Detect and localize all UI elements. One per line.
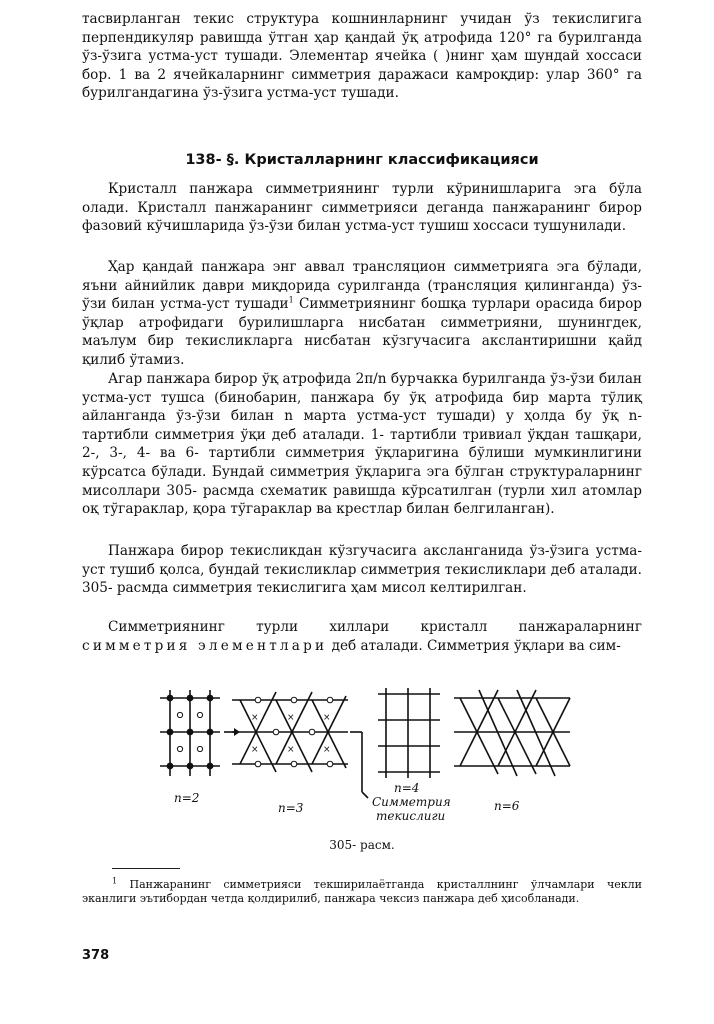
annotation-symmetry: Симметрия <box>372 795 451 809</box>
paragraph-translation-symmetry <box>82 258 642 370</box>
annotation-plane: текислиги <box>376 809 446 823</box>
paragraph-elements-start: Симметриянинг турли хиллари кристалл панжараларнинг <box>108 619 642 635</box>
paragraph-rotation-axes: Агар панжара бирор ўқ атрофида 2π/n бурчакка бурилганда ўз-ўзи билан устма-уст тушса (бинобарин, панжара бу ўқ атрофида бир марта тўлиқ айланганда ўз-ўзи билан n марта устма-уст тушади) у ҳолда бу ўқ n- тартибли симметрия ўқи деб аталади. 1- тартибли тривиал ўқдан ташқари, 2-, 3-, 4- ва 6- тартибли симметрия ўқларигина бўлиши мумкинлигини кўрсатса бўлади. Бундай симметрия ўқларига эга бўлган структураларнинг мисоллари 305- расмда схематик равишда кўрсатилган (турли хил атомлар оқ тўгараклар, қора тўгараклар ва крестлар билан белгиланган). <box>82 371 642 518</box>
paragraph-intro: тасвирланган текис структура кошнинларнинг учидан ўз текислигига перпендикуляр равишда ўтган ҳар қандай ўқ атрофида 120° га бурилганда ўз-ўзига устма-уст тушади. Элементар ячейка ( )нинг ҳам шундай хоссаси бор. 1 ва 2 ячейкаларнинг симметрия даражаси камроқдир: улар 360° га бурилгандагина ўз-ўзига устма-уст тушади. <box>82 11 642 102</box>
figure-305-lattices <box>150 680 580 830</box>
svg-text:×: × <box>251 745 259 755</box>
footnote-text: Панжаранинг симметрияси текширилаётганда кристаллнинг ўлчамлари чекли эканлиги эътибордан четда қолдирилиб, панжара чексиз панжара деб ҳисобланади. <box>82 878 642 905</box>
lattice-n6 <box>454 690 570 776</box>
lattice-n4 <box>378 688 440 778</box>
label-n2: n=2 <box>174 791 200 805</box>
lattice-n3 <box>224 692 348 772</box>
label-n6: n=6 <box>494 799 520 813</box>
figure-caption: 305- расм. <box>329 838 395 852</box>
svg-text:×: × <box>287 745 295 755</box>
page-number: 378 <box>82 948 110 963</box>
footnote-divider <box>112 868 180 869</box>
paragraph-mirror-planes: Панжара бирор текисликдан кўзгучасига аксланганида ўз-ўзига устма-уст тушиб қолса, бундай текисликлар симметрия текисликлари деб аталади. 305- расмда симметрия текислигига ҳам мисол келтирилган. <box>82 543 642 597</box>
paragraph-symmetry-definition: Кристалл панжара симметриянинг турли кўринишларига эга бўла олади. Кристалл панжаранинг симметрияси деганда панжаранинг бирор фазовий кўчишларида ўз-ўзи билан устма-уст тушиш хоссаси тушунилади. <box>82 181 642 235</box>
lattice-n2 <box>160 690 220 776</box>
term-symmetry-elements: симметрия элементлари <box>82 637 328 654</box>
footnote <box>82 878 642 906</box>
footnote-mark: 1 <box>112 876 118 886</box>
paragraph-translation-text: Ҳар қандай панжара энг аввал трансляцион симметрияга эга бўлади, яъни айнийлик даври миқдорида сурилганда (трансляция қилинганда) ўз-ўзи билан устма-уст тушади <box>82 259 642 313</box>
svg-text:×: × <box>251 713 259 723</box>
section-heading: 138- §. Кристалларнинг классификацияси <box>185 152 539 168</box>
svg-text:×: × <box>287 713 295 723</box>
label-n3: n=3 <box>278 801 304 815</box>
footnote-ref: 1 <box>288 295 294 305</box>
paragraph-symmetry-elements <box>82 618 642 655</box>
label-n4: n=4 <box>394 781 420 795</box>
paragraph-elements-end: деб аталади. Симметрия ўқлари ва сим- <box>327 637 621 654</box>
svg-text:×: × <box>323 745 331 755</box>
svg-text:×: × <box>323 713 331 723</box>
paragraph-translation-tail: Симметриянинг бошқа турлари орасида бирор ўқлар атрофидаги бурилишларга нисбатан симметрияни, шунингдек, маълум бир текисликларга нисбатан кўзгучасига акслантиришни қайд қилиб ўтамиз. <box>82 296 642 368</box>
